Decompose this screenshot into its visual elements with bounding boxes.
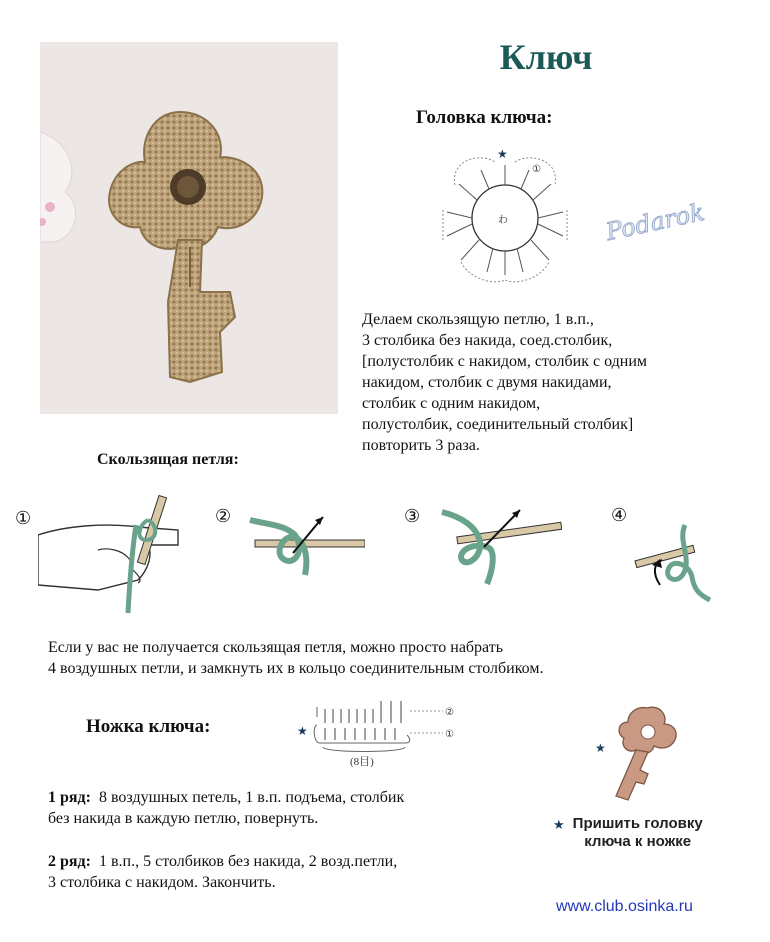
head-instructions [362,309,762,456]
row-1-text: 8 воздушных петель, 1 в.п. подъема, столбик [98,789,405,806]
credit-watermark [600,195,730,250]
step-4-illustration [630,515,720,610]
row-2-text: 1 в.п., 5 столбиков без накида, 2 возд.петли, [98,853,398,870]
stem-row-2 [48,851,518,893]
stem-chart-diagram [295,695,470,770]
crochet-key-image [40,42,338,414]
slip-loop-note [48,637,748,679]
instruction-line: Делаем скользящую петлю, 1 в.п., [362,311,594,328]
row1-marker: ① [445,729,454,740]
step-3-number: ③ [404,506,421,526]
assembly-note [553,815,703,851]
row-marker-label: ① [532,164,541,175]
row-1-text-cont: без накида в каждую петлю, повернуть. [48,810,319,827]
step-2-illustration [245,495,365,590]
note-line: 4 воздушных петли, и замкнуть их в кольцо соединительным столбиком. [48,660,544,677]
step-1-number: ① [15,508,32,528]
stitch-count-label: (8目) [350,756,374,768]
stem-row-1 [48,787,518,829]
note-line: Если у вас не получается скользящая петля, можно просто набрать [48,639,504,656]
stem-heading: Ножка ключа: [86,716,211,737]
ring-center-label: わ [498,215,508,226]
instruction-line: полустолбик, соединительный столбик] [362,416,634,433]
step-3-illustration [432,492,562,592]
row-2-label: 2 ряд: [48,853,91,870]
star-icon: ★ [595,741,606,755]
slip-loop-heading: Скользящая петля: [97,451,239,468]
instruction-line: [полустолбик с накидом, столбик с одним [362,353,648,370]
step-1-illustration [38,495,188,620]
credit-text: Podarok [603,197,707,245]
instruction-line: накидом, столбик с двумя накидами, [362,374,612,391]
instruction-line: 3 столбика без накида, соед.столбик, [362,332,613,349]
instruction-line: столбик с одним накидом, [362,395,541,412]
head-chart-diagram [425,140,585,290]
crochet-key-photo [40,42,338,414]
star-icon: ★ [297,724,308,738]
head-heading: Головка ключа: [416,107,553,128]
footer-link[interactable]: www.club.osinka.ru [556,898,693,915]
assembled-key-illustration [592,700,692,805]
step-4-number: ④ [611,505,628,525]
star-icon: ★ [497,147,508,161]
page-title: Ключ [499,37,593,77]
row-2-text-cont: 3 столбика с накидом. Закончить. [48,874,276,891]
star-icon: ★ [553,817,565,832]
assembly-note-line: Пришить головку [572,815,703,832]
assembly-note-line: ключа к ножке [584,833,692,850]
row2-marker: ② [445,707,454,718]
step-2-number: ② [215,506,232,526]
row-1-label: 1 ряд: [48,789,91,806]
instruction-line: повторить 3 раза. [362,437,480,454]
